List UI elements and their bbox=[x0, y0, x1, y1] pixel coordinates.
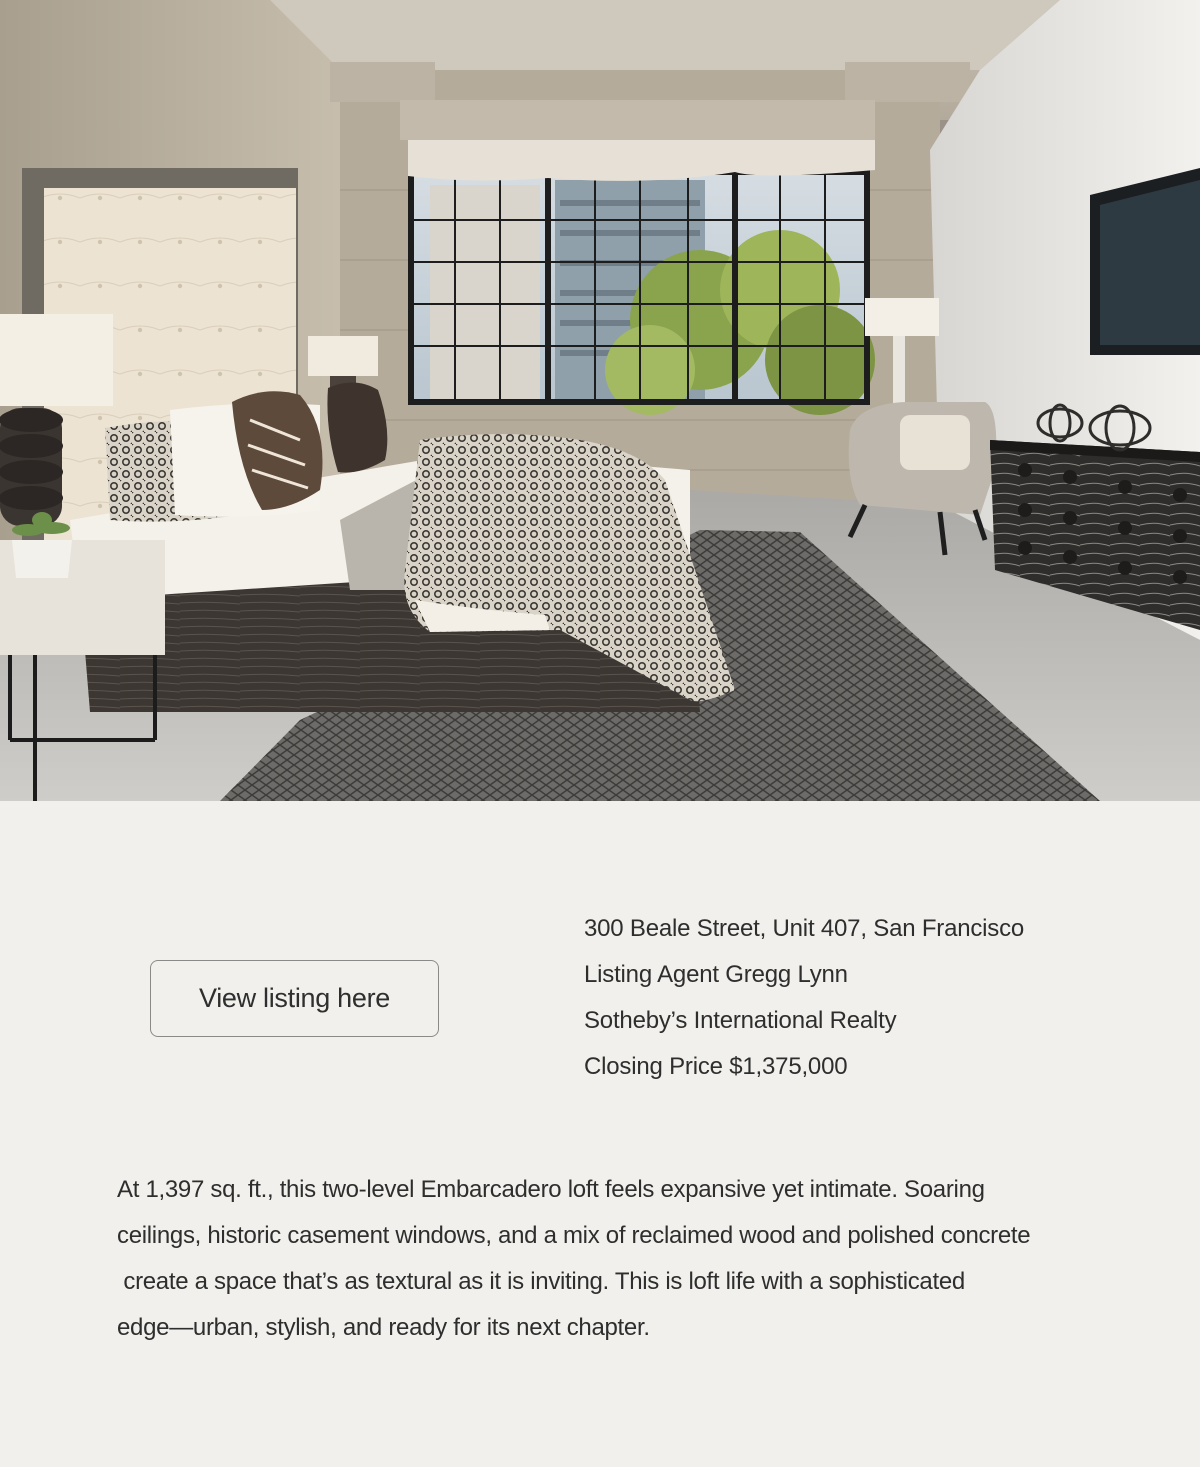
listing-brokerage: Sotheby’s International Realty bbox=[584, 1007, 897, 1034]
description-line: create a space that’s as textural as it is inviting. This is loft life with a sophisticated bbox=[117, 1268, 965, 1295]
description-line: ceilings, historic casement windows, and a mix of reclaimed wood and polished concrete bbox=[117, 1222, 1031, 1249]
description-line: edge—urban, stylish, and ready for its next chapter. bbox=[117, 1314, 650, 1341]
view-listing-button[interactable]: View listing here bbox=[150, 960, 439, 1037]
listing-description bbox=[117, 1167, 1077, 1351]
listing-address: 300 Beale Street, Unit 407, San Francisco bbox=[584, 915, 1025, 942]
listing-details bbox=[584, 906, 1144, 1090]
closing-price: Closing Price $1,375,000 bbox=[584, 1053, 848, 1080]
description-line: At 1,397 sq. ft., this two-level Embarcadero loft feels expansive yet intimate. Soaring bbox=[117, 1176, 985, 1203]
listing-agent: Listing Agent Gregg Lynn bbox=[584, 961, 848, 988]
